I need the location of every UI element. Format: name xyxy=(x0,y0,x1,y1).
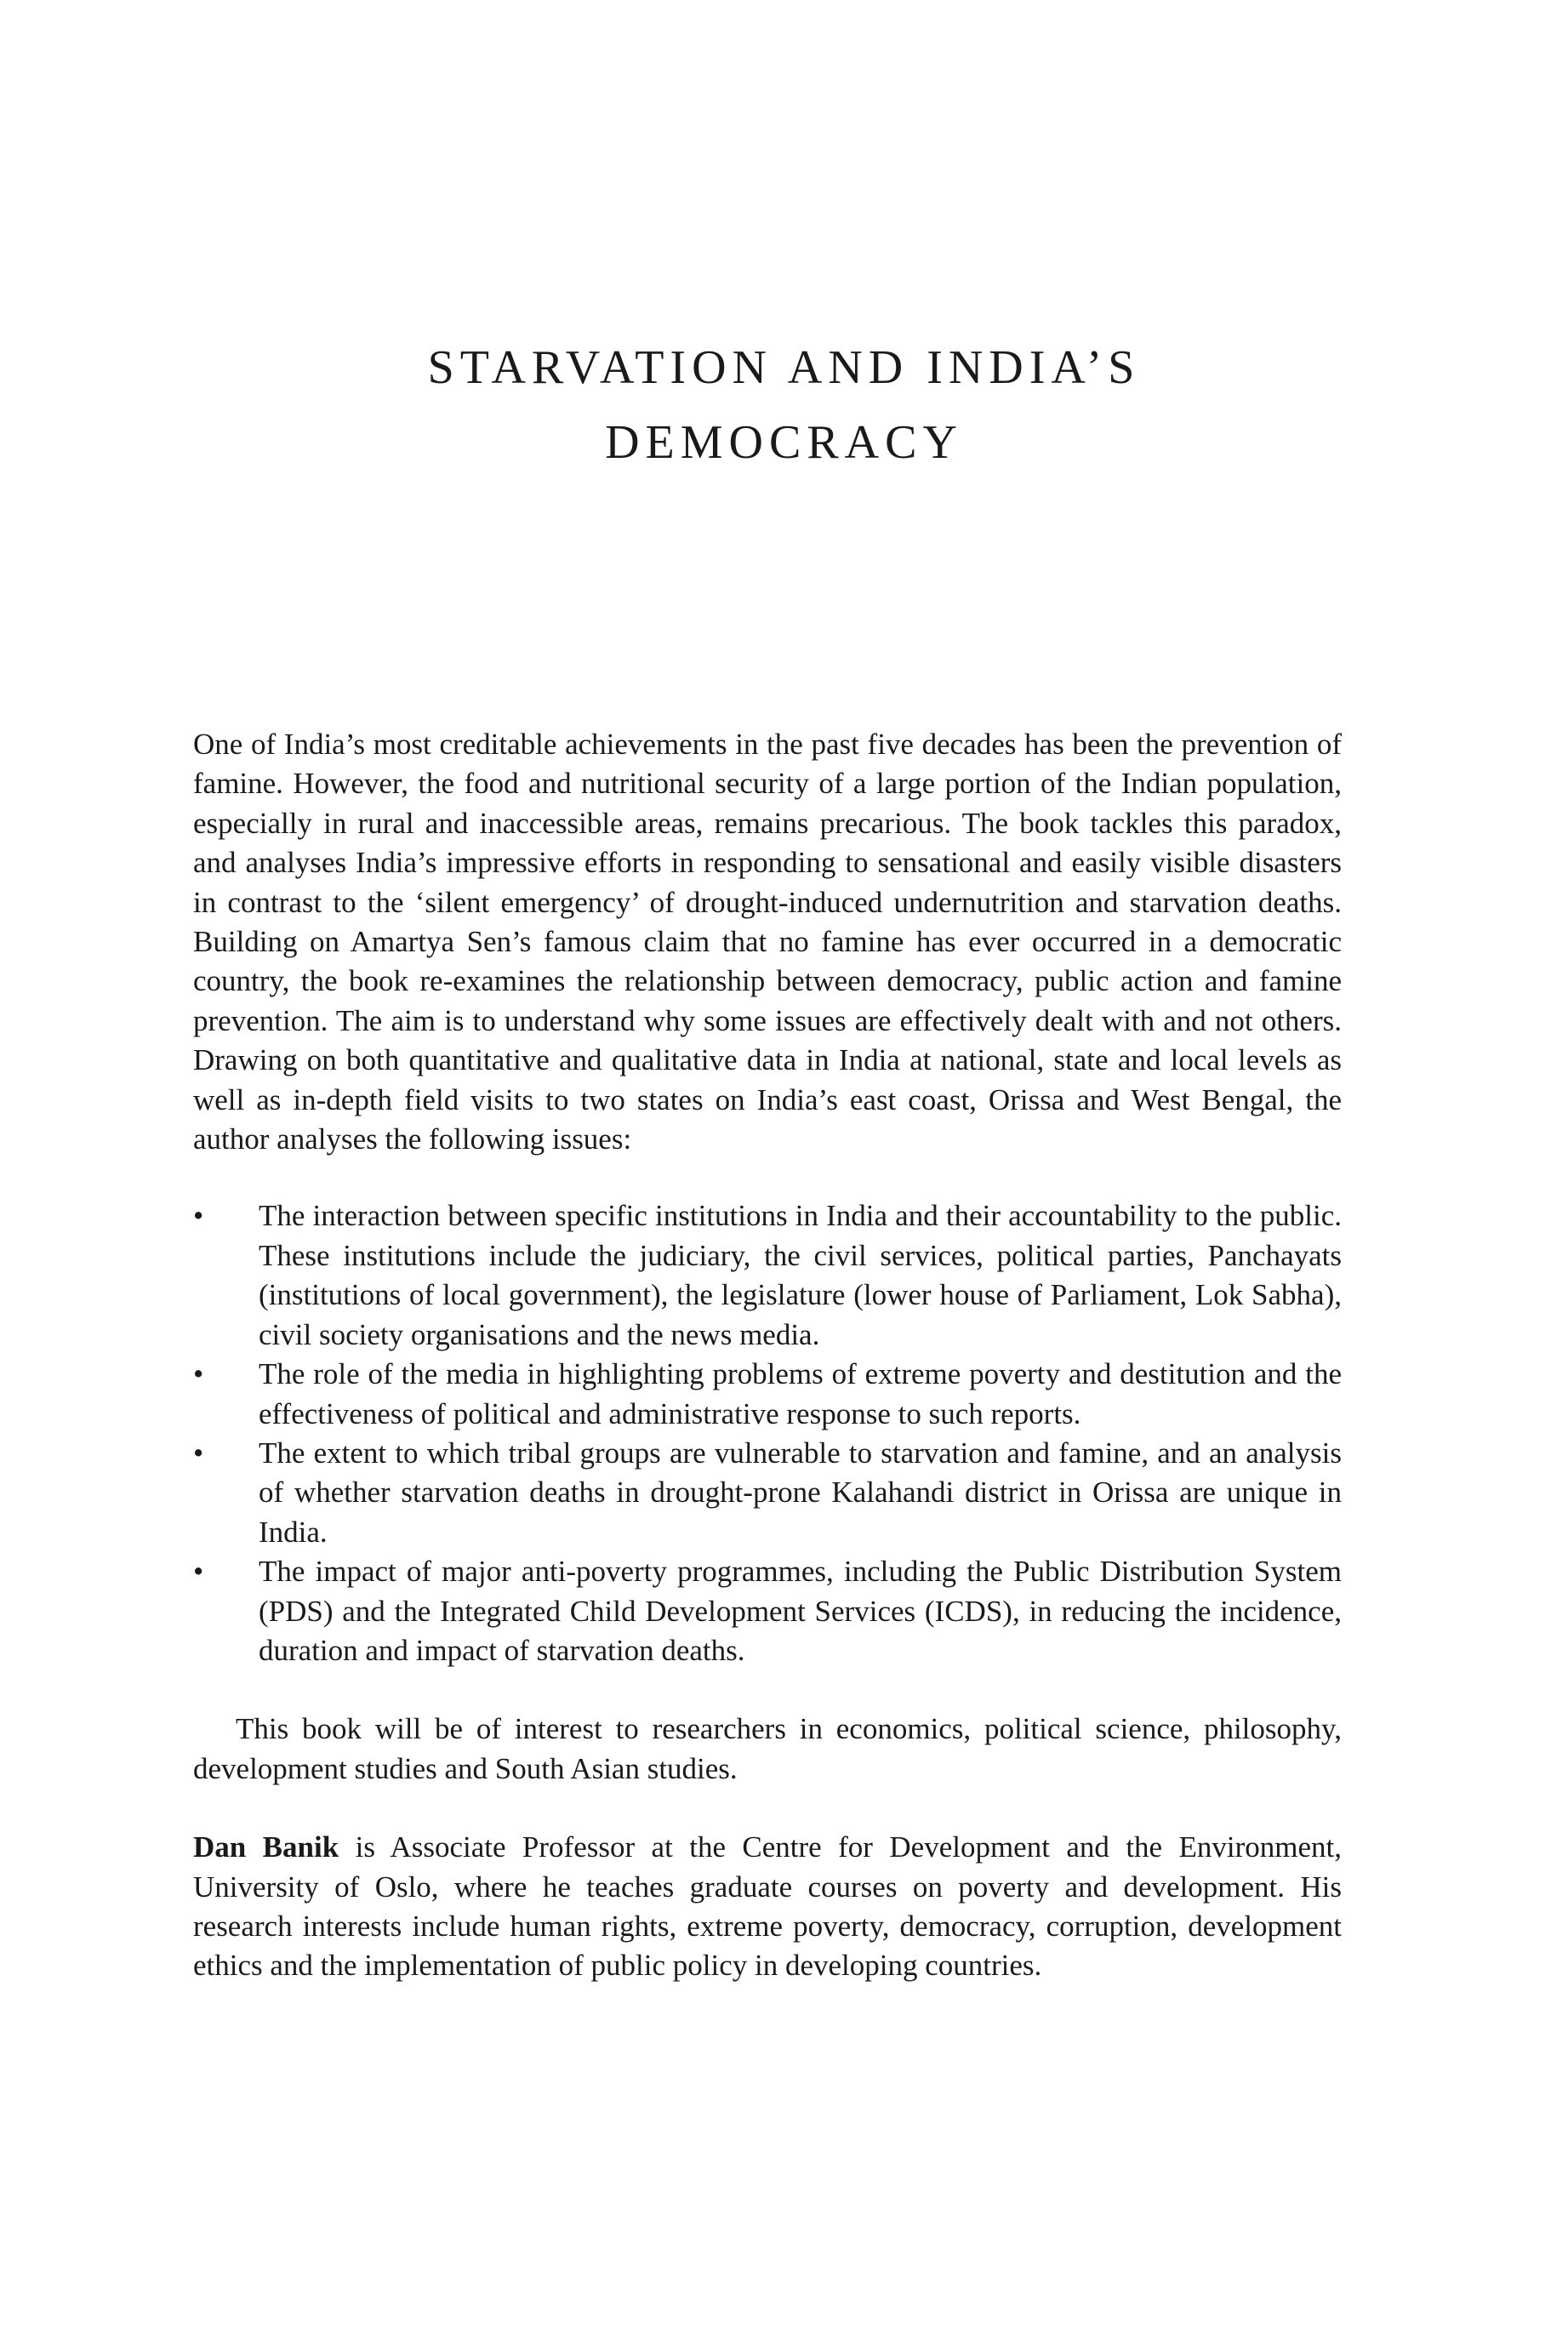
book-title-line-1: STARVATION AND INDIA’S xyxy=(427,341,1141,394)
issues-list-item xyxy=(193,1196,1342,1355)
bullet-icon: • xyxy=(193,1436,204,1470)
issue-text: The interaction between specific institutions in India and their accountability to the public. These institutions include the judiciary, the civil services, political parties, Panchayats (institutions of local government), the legislature (lower house of Parliament, Lok Sabha), civil society organisations and the news media. xyxy=(259,1199,1342,1351)
audience-paragraph: This book will be of interest to researchers in economics, political science, philosophy, development studies and South Asian studies. xyxy=(193,1712,1342,1785)
issue-text: The extent to which tribal groups are vulnerable to starvation and famine, and an analysis of whether starvation deaths in drought-prone Kalahandi district in Orissa are unique in India. xyxy=(259,1436,1342,1549)
issues-list-item xyxy=(193,1434,1342,1552)
blurb-paragraph: One of India’s most creditable achievements in the past five decades has been the prevention of famine. However, the food and nutritional security of a large portion of the Indian population, especially in rural and inaccessible areas, remains precarious. The book tackles this paradox, and analyses India’s impressive efforts in responding to sensational and easily visible disasters in contrast to the ‘silent emergency’ of drought-induced undernutrition and starvation deaths. Building on Amartya Sen’s famous claim that no famine has ever occurred in a democratic country, the book re-examines the relationship between democracy, public action and famine prevention. The aim is to understand why some issues are effectively dealt with and not others. Drawing on both quantitative and qualitative data in India at national, state and local levels as well as in-depth field visits to two states on India’s east coast, Orissa and West Bengal, the author analyses the following issues: xyxy=(193,728,1342,1156)
book-title-line-2: DEMOCRACY xyxy=(605,416,963,469)
author-bio-text: is Associate Professor at the Centre for Development and the Environment, University of Oslo, where he teaches graduate courses on poverty and development. His research interests include human rights, extreme poverty, democracy, corruption, development ethics and the implementation of public policy in developing countries. xyxy=(193,1830,1342,1983)
issues-list-item xyxy=(193,1552,1342,1670)
author-bio xyxy=(193,1828,1342,1986)
book-title xyxy=(0,330,1568,480)
bullet-icon: • xyxy=(193,1555,204,1589)
issue-text: The role of the media in highlighting problems of extreme poverty and destitution and the effectiveness of political and administrative response to such reports. xyxy=(259,1357,1342,1430)
author-name: Dan Banik xyxy=(193,1830,339,1864)
bullet-icon: • xyxy=(193,1357,204,1391)
issue-text: The impact of major anti-poverty programmes, including the Public Distribution System (PDS) and the Integrated Child Development Services (ICDS), in reducing the incidence, duration and impact of starvation deaths. xyxy=(259,1555,1342,1667)
book-description xyxy=(193,725,1342,1986)
issues-list-item xyxy=(193,1355,1342,1434)
bullet-icon: • xyxy=(193,1199,204,1233)
issues-list xyxy=(193,1196,1342,1670)
